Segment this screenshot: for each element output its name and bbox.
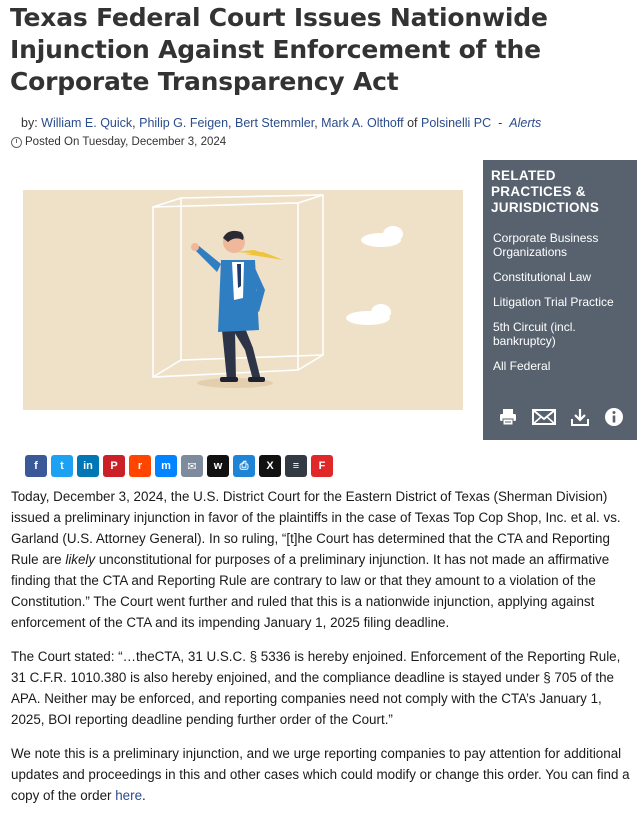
byline-of: of	[407, 116, 418, 130]
posted-date	[11, 136, 226, 148]
article-title: Texas Federal Court Issues Nationwide Injunction Against Enforcement of the Corporate Transparency Act	[10, 3, 548, 96]
author-link[interactable]: William E. Quick	[41, 116, 133, 130]
emphasis-text: likely	[65, 552, 96, 567]
paragraph	[11, 743, 635, 806]
messenger-icon[interactable]: m	[155, 455, 177, 477]
paragraph: The Court stated: “…theCTA, 31 U.S.C. § 5336 is hereby enjoined. Enforcement of the Reporting Rule, 31 C.F.R. 1010.380 is also hereby enjoined, and the compliance deadline is stayed under § 705 of the APA. Neither may be enforced, and reporting companies need not comply with the CTA’s January 1, 2025, BOI reporting deadline pending further order of the Court.”	[11, 649, 621, 727]
sidebar-tools	[498, 407, 624, 427]
sidebar-item-constitutional-law[interactable]: Constitutional Law	[493, 270, 592, 284]
article-illustration	[23, 190, 463, 410]
sidebar-item-litigation-trial-practice[interactable]: Litigation Trial Practice	[493, 295, 614, 309]
author-link[interactable]: Philip G. Feigen	[139, 116, 229, 130]
print-share-icon[interactable]: ⎙	[233, 455, 255, 477]
order-link[interactable]: here	[115, 788, 143, 803]
related-practices-sidebar	[483, 160, 637, 440]
paragraph	[11, 486, 635, 633]
x-icon[interactable]: X	[259, 455, 281, 477]
paragraph-text: unconstitutional for purposes of a preliminary injunction. It has not made an affirmative finding that the CTA and Reporting Rule are contrary to law or that they amount to a violation of the Constitution.” The Court went further and ruled that this is a nationwide injunction, applying against enforcement of the CTA and its impending January 1, 2025 filing deadline.	[11, 552, 610, 630]
linkedin-icon[interactable]: in	[77, 455, 99, 477]
wechat-icon[interactable]: w	[207, 455, 229, 477]
author-link[interactable]: Bert Stemmler	[235, 116, 315, 130]
sidebar-item-all-federal[interactable]: All Federal	[493, 359, 551, 373]
pinterest-icon[interactable]: P	[103, 455, 125, 477]
sidebar-heading: RELATED PRACTICES & JURISDICTIONS	[491, 168, 600, 215]
email-share-icon[interactable]: ✉	[181, 455, 203, 477]
sidebar-item-corporate-business-organizations[interactable]: Corporate Business Organizations	[493, 231, 599, 259]
facebook-icon[interactable]: f	[25, 455, 47, 477]
byline: by: William E. Quick, Philip G. Feigen, Bert Stemmler, Mark A. Olthoff of Polsinelli PC - Alerts	[21, 116, 542, 130]
twitter-icon[interactable]: t	[51, 455, 73, 477]
email-icon[interactable]	[532, 408, 556, 426]
byline-separator: -	[498, 116, 503, 130]
byline-prefix: by:	[21, 116, 38, 130]
sidebar-list	[493, 231, 637, 373]
share-bar	[25, 455, 333, 477]
clock-icon	[11, 137, 22, 148]
category-link[interactable]: Alerts	[509, 116, 542, 130]
paragraph-text: Today, December 3, 2024, the U.S. District Court for the Eastern District of Texas (Sherman Division) issued a preliminary injunction in favor of the plaintiffs in the case of Texas Top Cop Shop, Inc. et al. vs. Garland (U.S. Attorney General). In so ruling, “[t]he Court has determined that the CTA and Reporting Rule are	[11, 489, 621, 567]
article-body	[11, 486, 635, 819]
paragraph-text: .	[142, 788, 146, 803]
download-icon[interactable]	[570, 407, 590, 427]
print-icon[interactable]	[498, 407, 518, 427]
sidebar-item-5th-circuit[interactable]: 5th Circuit (incl. bankruptcy)	[493, 320, 576, 348]
paragraph-text: We note this is a preliminary injunction, and we urge reporting companies to pay attention for additional updates and proceedings in this and other cases which could modify or change this order. You can find a copy of the order	[11, 746, 630, 803]
firm-link[interactable]: Polsinelli PC	[421, 116, 492, 130]
info-icon[interactable]	[604, 407, 624, 427]
reddit-icon[interactable]: r	[129, 455, 151, 477]
author-link[interactable]: Mark A. Olthoff	[321, 116, 404, 130]
buffer-icon[interactable]: ≡	[285, 455, 307, 477]
flipboard-icon[interactable]: F	[311, 455, 333, 477]
posted-date-text: Posted On Tuesday, December 3, 2024	[25, 136, 227, 148]
